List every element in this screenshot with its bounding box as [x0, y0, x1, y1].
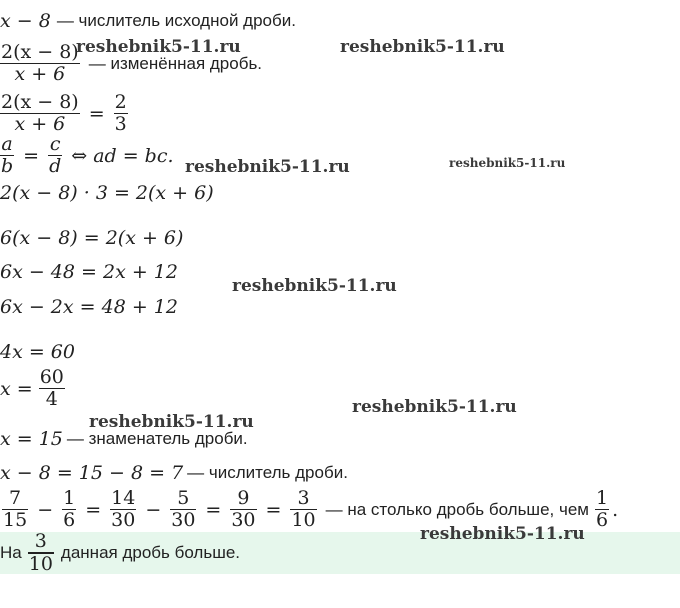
fraction-numerator: 14	[111, 487, 136, 509]
watermark: reshebnik5-11.ru	[89, 412, 254, 432]
fraction-numerator: 2(x − 8)	[1, 41, 79, 63]
fraction-numerator: 9	[237, 487, 250, 509]
fraction-denominator: 3	[114, 113, 127, 136]
fraction-denominator: 6	[595, 509, 609, 532]
watermark: reshebnik5-11.ru	[185, 157, 350, 177]
explanation-text: — числитель дроби.	[187, 463, 348, 482]
equals-sign: =	[205, 498, 222, 521]
iff-symbol: ⇔	[71, 144, 88, 167]
minus-sign: −	[37, 498, 54, 521]
fraction-denominator: 4	[45, 388, 58, 411]
fraction-denominator: 10	[291, 509, 316, 532]
fraction	[110, 488, 136, 531]
fraction-denominator: 30	[111, 509, 136, 532]
fraction	[39, 367, 65, 410]
fraction-denominator: x + 6	[14, 113, 66, 136]
fraction-numerator: 2	[114, 91, 127, 113]
fraction-denominator: 10	[28, 552, 53, 575]
watermark: reshebnik5-11.ru	[340, 37, 505, 57]
fraction-numerator: 7	[9, 487, 22, 509]
fraction-numerator: 1	[63, 487, 76, 509]
fraction-denominator: 15	[3, 509, 28, 532]
fraction-numerator: c	[49, 133, 61, 155]
line-equation	[0, 261, 178, 283]
math-expression: ad = bc.	[93, 144, 174, 167]
watermark: reshebnik5-11.ru	[449, 156, 566, 170]
line-equation	[0, 341, 75, 363]
minus-sign: −	[145, 498, 162, 521]
fraction	[48, 134, 62, 177]
math-expression: 6x − 48 = 2x + 12	[0, 261, 178, 283]
math-expression: 6(x − 8) = 2(x + 6)	[0, 227, 184, 249]
line-x-fraction	[0, 367, 68, 410]
equals-sign: =	[88, 102, 105, 125]
fraction	[0, 134, 14, 177]
equals-sign: =	[265, 498, 282, 521]
line-equation-fraction	[0, 92, 131, 135]
fraction-denominator: x + 6	[14, 63, 66, 86]
line-numerator-original	[0, 10, 296, 32]
watermark: reshebnik5-11.ru	[232, 276, 397, 296]
explanation-text: — изменённая дробь.	[88, 53, 263, 73]
fraction-numerator: 3	[297, 487, 310, 509]
fraction-numerator: 2(x − 8)	[1, 91, 79, 113]
answer-text: данная дробь больше.	[60, 543, 241, 562]
math-expression: x − 8 = 15 − 8 = 7	[0, 462, 184, 484]
fraction-denominator: 30	[231, 509, 256, 532]
fraction-numerator: 60	[39, 366, 64, 388]
fraction	[62, 488, 76, 531]
fraction	[0, 92, 80, 135]
fraction	[595, 488, 609, 531]
fraction	[28, 531, 54, 574]
fraction	[230, 488, 256, 531]
watermark: reshebnik5-11.ru	[352, 397, 517, 417]
fraction	[0, 42, 80, 85]
fraction	[114, 92, 128, 135]
fraction-numerator: 3	[34, 530, 47, 553]
explanation-text: — на столько дробь больше, чем	[325, 499, 589, 519]
line-equation	[0, 296, 178, 318]
math-expression: x = 15	[0, 428, 63, 450]
fraction-numerator: 1	[595, 487, 609, 509]
answer-prefix: На	[0, 543, 22, 562]
fraction-denominator: d	[49, 155, 62, 178]
explanation-text: — знаменатель дроби.	[66, 429, 248, 448]
line-proportion-rule	[0, 134, 174, 177]
answer-line	[0, 532, 240, 574]
fraction	[2, 488, 28, 531]
period: .	[612, 498, 619, 521]
equals-sign: =	[23, 144, 40, 167]
fraction-numerator: a	[1, 133, 13, 155]
fraction-denominator: 6	[63, 509, 76, 532]
watermark: reshebnik5-11.ru	[420, 524, 585, 544]
fraction-numerator: 5	[177, 487, 190, 509]
fraction-denominator: 30	[171, 509, 196, 532]
line-numerator	[0, 462, 348, 484]
watermark: reshebnik5-11.ru	[76, 37, 241, 57]
math-expression: 6x − 2x = 48 + 12	[0, 296, 178, 318]
line-equation	[0, 227, 183, 249]
math-expression: 4x = 60	[0, 341, 75, 363]
fraction	[170, 488, 196, 531]
explanation-text: — числитель исходной дроби.	[56, 11, 296, 30]
math-expression: 2(x − 8) · 3 = 2(x + 6)	[0, 182, 214, 204]
line-equation	[0, 182, 214, 204]
equals-sign: =	[85, 498, 102, 521]
math-expression: x =	[0, 377, 33, 400]
fraction-denominator: b	[1, 155, 14, 178]
fraction	[290, 488, 316, 531]
math-expression: x − 8	[0, 10, 51, 32]
